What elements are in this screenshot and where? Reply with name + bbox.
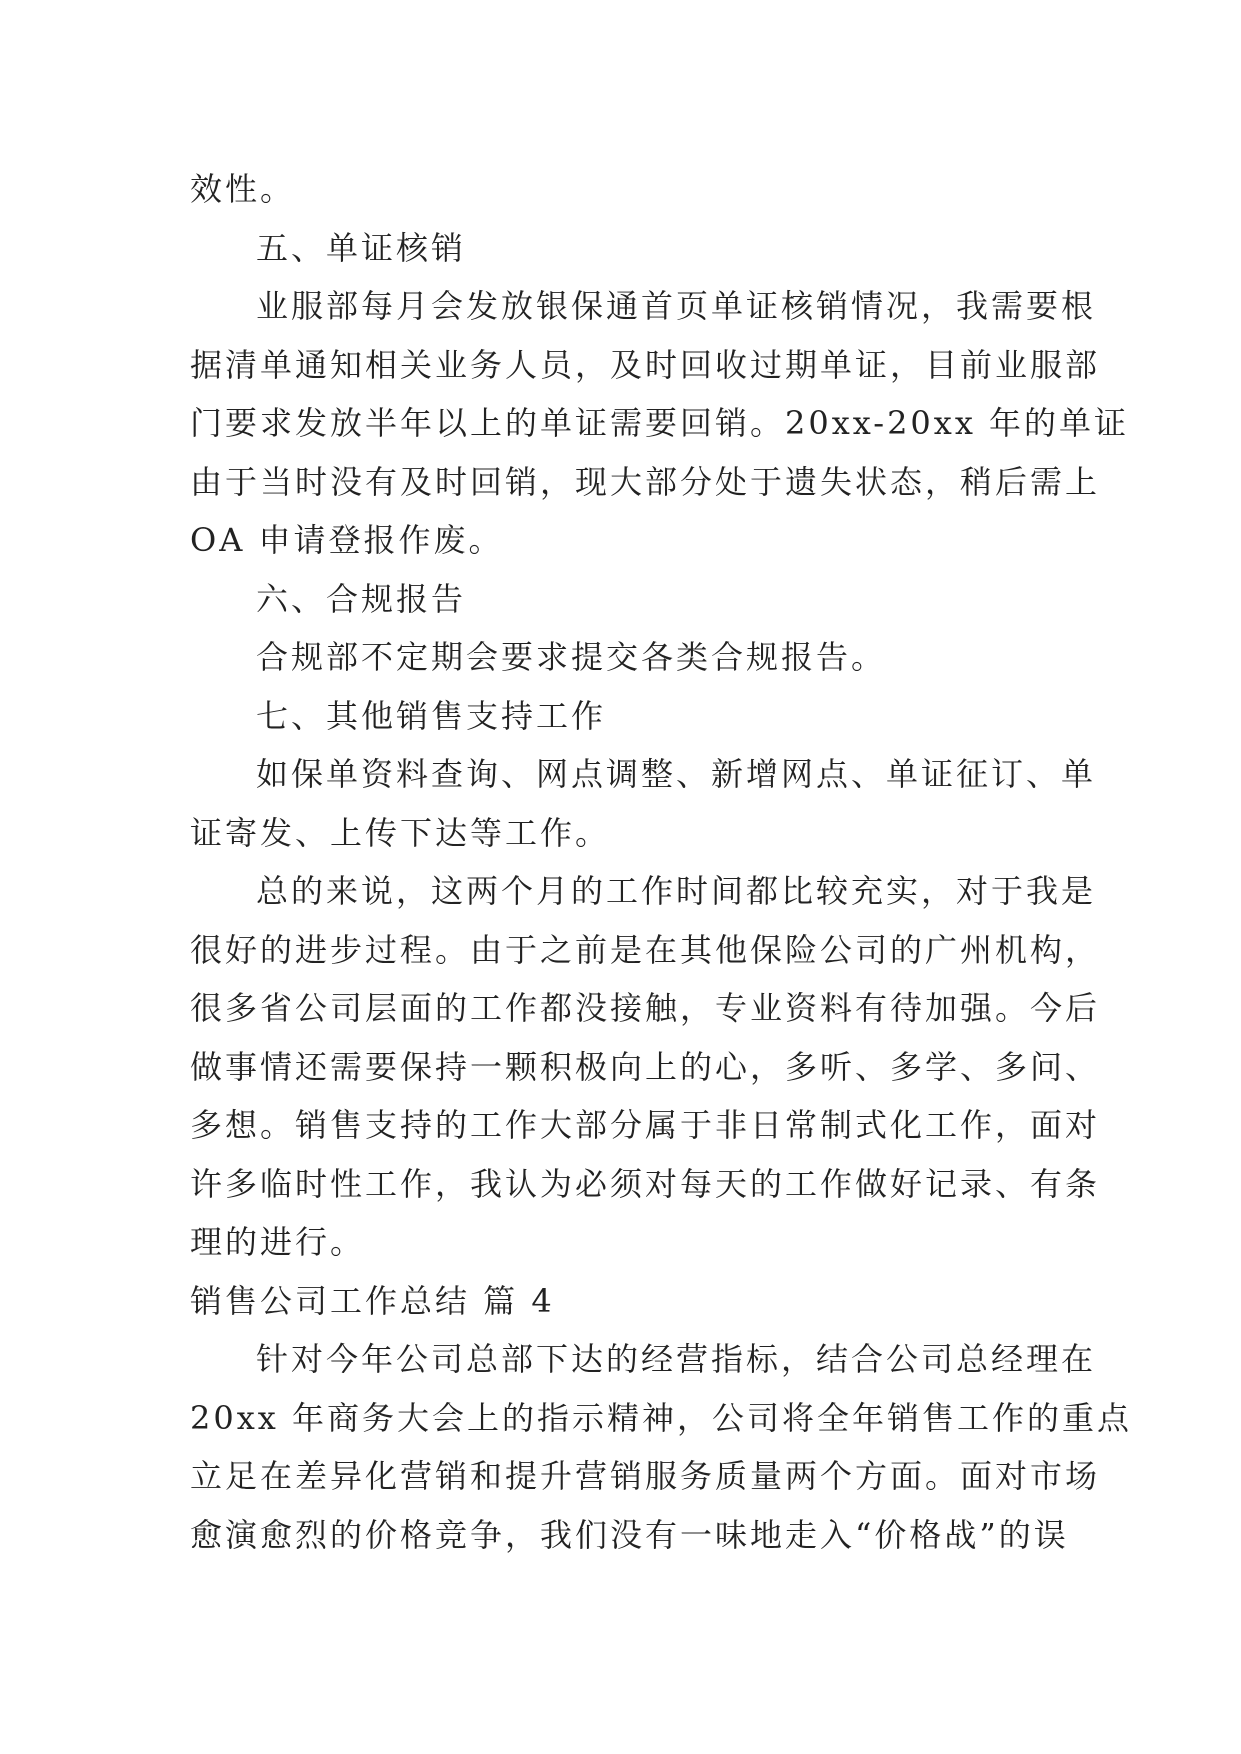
text-line: 理的进行。	[190, 1223, 366, 1261]
document-body	[190, 160, 1132, 1564]
text-line: 许多临时性工作，我认为必须对每天的工作做好记录、有条	[190, 1164, 1101, 1203]
text-line: 总的来说，这两个月的工作时间都比较充实，对于我是	[256, 872, 1097, 910]
text-line: 很多省公司层面的工作都没接触，专业资料有待加强。今后	[190, 989, 1101, 1027]
text-line: 销售公司工作总结 篇 4	[190, 1281, 555, 1320]
text-line: 证寄发、上传下达等工作。	[190, 813, 611, 852]
text-line: 效性。	[190, 170, 296, 208]
text-line: 立足在差异化营销和提升营销服务质量两个方面。面对市场	[190, 1457, 1101, 1495]
text-line: 门要求发放半年以上的单证需要回销。20xx-20xx 年的单证	[190, 404, 1130, 442]
text-line: 愈演愈烈的价格竞争，我们没有一味地走入“价格战”的误	[190, 1515, 1069, 1554]
text-line: 业服部每月会发放银保通首页单证核销情况，我需要根	[256, 287, 1097, 325]
text-line: 据清单通知相关业务人员，及时回收过期单证，目前业服部	[190, 345, 1101, 384]
text-line: 七、其他销售支持工作	[256, 696, 607, 735]
text-line: 做事情还需要保持一颗积极向上的心，多听、多学、多问、	[190, 1047, 1101, 1086]
text-line: 由于当时没有及时回销，现大部分处于遗失状态，稍后需上	[190, 462, 1101, 501]
text-line: 六、合规报告	[256, 579, 467, 618]
text-line: OA 申请登报作废。	[190, 521, 504, 559]
text-line: 20xx 年商务大会上的指示精神，公司将全年销售工作的重点	[190, 1398, 1132, 1437]
text-line: 多想。销售支持的工作大部分属于非日常制式化工作，面对	[190, 1106, 1101, 1144]
text-line: 合规部不定期会要求提交各类合规报告。	[256, 638, 887, 676]
text-line: 五、单证核销	[256, 228, 467, 267]
text-line: 很好的进步过程。由于之前是在其他保险公司的广州机构，	[190, 930, 1101, 969]
text-line: 如保单资料查询、网点调整、新增网点、单证征订、单	[256, 755, 1097, 793]
text-line: 针对今年公司总部下达的经营指标，结合公司总经理在	[256, 1340, 1097, 1378]
